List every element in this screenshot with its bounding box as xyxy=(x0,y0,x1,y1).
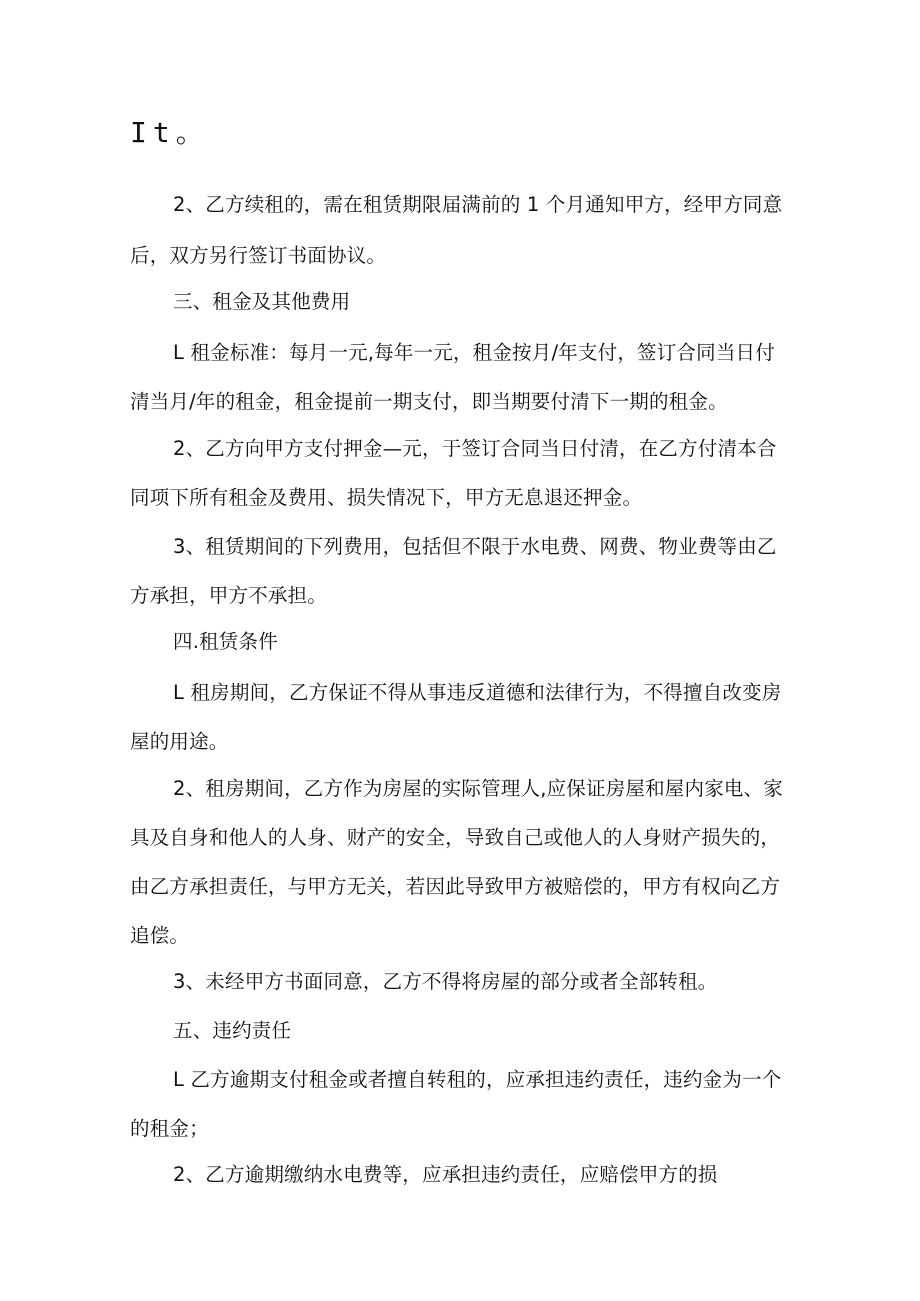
renewal-clause-line-2: 后，双方另行签订书面协议。 xyxy=(130,244,387,267)
deposit-clause-line-2: 同项下所有租金及费用、损失情况下，甲方无息退还押金。 xyxy=(130,486,643,509)
continued-text-fragment: It。 xyxy=(130,116,210,149)
rent-standard-line-1: L 租金标准：每月一元,每年一元，租金按月/年支付，签订合同当日付 xyxy=(173,341,775,364)
management-clause-line-2: 具及自身和他人的人身、财产的安全，导致自己或他人的人身财产损失的， xyxy=(130,826,781,849)
section-heading-rent-fees: 三、租金及其他费用 xyxy=(173,290,351,313)
rent-standard-line-2: 清当月/年的租金，租金提前一期支付，即当期要付清下一期的租金。 xyxy=(130,390,728,413)
utility-breach-clause-line-1: 2、乙方逾期缴纳水电费等，应承担违约责任，应赔偿甲方的损 xyxy=(173,1163,718,1186)
management-clause-line-3: 由乙方承担责任，与甲方无关，若因此导致甲方被赔偿的，甲方有权向乙方 xyxy=(130,875,781,898)
section-heading-lease-conditions: 四.租赁条件 xyxy=(173,630,278,653)
renewal-clause-line-1: 2、乙方续租的，需在租赁期限届满前的 1 个月通知甲方，经甲方同意 xyxy=(173,193,783,216)
late-payment-clause-line-1: L 乙方逾期支付租金或者擅自转租的，应承担违约责任，违约金为一个 xyxy=(173,1068,782,1091)
expenses-clause-line-1: 3、租赁期间的下列费用，包括但不限于水电费、网费、物业费等由乙 xyxy=(173,535,777,558)
conduct-clause-line-2: 屋的用途。 xyxy=(130,730,229,753)
section-heading-breach: 五、违约责任 xyxy=(173,1019,292,1042)
late-payment-clause-line-2: 的租金； xyxy=(130,1117,209,1140)
expenses-clause-line-2: 方承担，甲方不承担。 xyxy=(130,584,328,607)
management-clause-line-4: 追偿。 xyxy=(130,924,190,947)
conduct-clause-line-1: L 租房期间，乙方保证不得从事违反道德和法律行为，不得擅自改变房 xyxy=(173,681,782,704)
deposit-clause-line-1: 2、乙方向甲方支付押金—元，于签订合同当日付清，在乙方付清本合 xyxy=(173,437,777,460)
management-clause-line-1: 2、租房期间，乙方作为房屋的实际管理人,应保证房屋和屋内家电、家 xyxy=(173,777,784,800)
sublet-clause-line: 3、未经甲方书面同意，乙方不得将房屋的部分或者全部转租。 xyxy=(173,970,718,993)
